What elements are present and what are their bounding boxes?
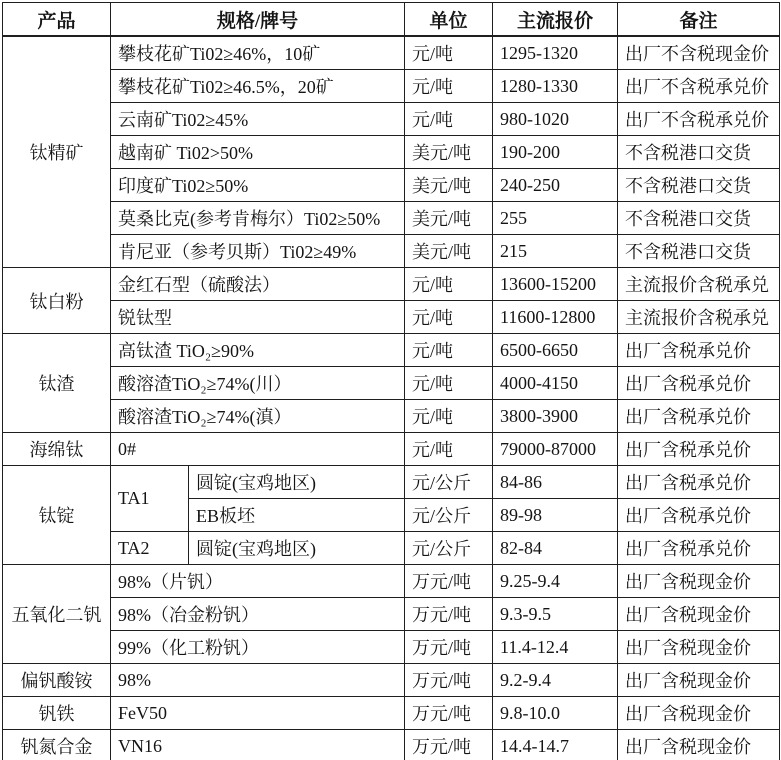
- unit-cell: 元/公斤: [405, 499, 493, 532]
- unit-cell: 美元/吨: [405, 169, 493, 202]
- unit-cell: 元/吨: [405, 433, 493, 466]
- spec-cell: 莫桑比克(参考肯梅尔）Ti02≥50%: [111, 202, 405, 235]
- note-cell: 出厂含税承兑价: [618, 400, 780, 433]
- header-note: 备注: [618, 3, 780, 37]
- price-cell: 89-98: [493, 499, 618, 532]
- price-cell: 6500-6650: [493, 334, 618, 367]
- spec-cell: 0#: [111, 433, 405, 466]
- product-cell: 钒铁: [3, 697, 111, 730]
- unit-cell: 元/吨: [405, 268, 493, 301]
- table-row: [3, 598, 780, 631]
- unit-cell: 万元/吨: [405, 664, 493, 697]
- table-row: [3, 202, 780, 235]
- table-row: [3, 334, 780, 367]
- unit-cell: 美元/吨: [405, 235, 493, 268]
- note-cell: 不含税港口交货: [618, 169, 780, 202]
- table-row: [3, 36, 780, 70]
- note-cell: 出厂不含税承兑价: [618, 103, 780, 136]
- note-cell: 不含税港口交货: [618, 235, 780, 268]
- note-cell: 不含税港口交货: [618, 136, 780, 169]
- spec-cell: EB板坯: [189, 499, 405, 532]
- unit-cell: 元/吨: [405, 367, 493, 400]
- unit-cell: 元/吨: [405, 400, 493, 433]
- unit-cell: 万元/吨: [405, 631, 493, 664]
- spec-cell: 98%（片钒）: [111, 565, 405, 598]
- table-row: [3, 70, 780, 103]
- price-cell: 84-86: [493, 466, 618, 499]
- note-cell: 出厂含税承兑价: [618, 466, 780, 499]
- table-row: [3, 730, 780, 760]
- price-cell: 3800-3900: [493, 400, 618, 433]
- product-cell: 钛白粉: [3, 268, 111, 334]
- price-cell: 215: [493, 235, 618, 268]
- spec-cell: 圆锭(宝鸡地区): [189, 532, 405, 565]
- spec-cell: 高钛渣 TiO₂≥90%: [111, 334, 405, 367]
- header-row: [3, 3, 780, 37]
- price-cell: 9.3-9.5: [493, 598, 618, 631]
- unit-cell: 万元/吨: [405, 697, 493, 730]
- price-cell: 79000-87000: [493, 433, 618, 466]
- spec-cell: 酸溶渣TiO₂≥74%(川）: [111, 367, 405, 400]
- price-cell: 11600-12800: [493, 301, 618, 334]
- price-cell: 9.8-10.0: [493, 697, 618, 730]
- table-row: [3, 532, 780, 565]
- unit-cell: 万元/吨: [405, 565, 493, 598]
- spec-cell: 98%（冶金粉钒）: [111, 598, 405, 631]
- price-table-body: [3, 36, 780, 760]
- product-cell: 钒氮合金: [3, 730, 111, 760]
- note-cell: 主流报价含税承兑: [618, 268, 780, 301]
- price-cell: 4000-4150: [493, 367, 618, 400]
- table-row: [3, 697, 780, 730]
- spec-cell: 越南矿 Ti02>50%: [111, 136, 405, 169]
- table-row: [3, 169, 780, 202]
- unit-cell: 万元/吨: [405, 730, 493, 760]
- header-unit: 单位: [405, 3, 493, 37]
- spec-cell: 锐钛型: [111, 301, 405, 334]
- note-cell: 出厂含税现金价: [618, 697, 780, 730]
- note-cell: 出厂含税承兑价: [618, 499, 780, 532]
- grade-cell: TA2: [111, 532, 189, 565]
- unit-cell: 元/吨: [405, 334, 493, 367]
- table-row: [3, 466, 780, 499]
- price-cell: 9.2-9.4: [493, 664, 618, 697]
- price-cell: 14.4-14.7: [493, 730, 618, 760]
- price-cell: 980-1020: [493, 103, 618, 136]
- price-cell: 1280-1330: [493, 70, 618, 103]
- unit-cell: 元/吨: [405, 103, 493, 136]
- spec-cell: 攀枝花矿Ti02≥46%，10矿: [111, 36, 405, 70]
- price-cell: 82-84: [493, 532, 618, 565]
- note-cell: 出厂含税现金价: [618, 631, 780, 664]
- price-cell: 240-250: [493, 169, 618, 202]
- header-spec: 规格/牌号: [111, 3, 405, 37]
- price-table: [2, 2, 780, 760]
- note-cell: 出厂含税现金价: [618, 664, 780, 697]
- table-row: [3, 631, 780, 664]
- table-row: [3, 565, 780, 598]
- spec-cell: FeV50: [111, 697, 405, 730]
- price-cell: 11.4-12.4: [493, 631, 618, 664]
- unit-cell: 美元/吨: [405, 202, 493, 235]
- unit-cell: 元/公斤: [405, 466, 493, 499]
- unit-cell: 万元/吨: [405, 598, 493, 631]
- spec-cell: 99%（化工粉钒）: [111, 631, 405, 664]
- product-cell: 钛精矿: [3, 36, 111, 268]
- table-row: [3, 103, 780, 136]
- header-price: 主流报价: [493, 3, 618, 37]
- note-cell: 不含税港口交货: [618, 202, 780, 235]
- product-cell: 五氧化二钒: [3, 565, 111, 664]
- product-cell: 偏钒酸铵: [3, 664, 111, 697]
- note-cell: 出厂含税承兑价: [618, 367, 780, 400]
- note-cell: 出厂含税承兑价: [618, 433, 780, 466]
- product-cell: 钛锭: [3, 466, 111, 565]
- spec-cell: 金红石型（硫酸法）: [111, 268, 405, 301]
- unit-cell: 元/吨: [405, 70, 493, 103]
- price-cell: 255: [493, 202, 618, 235]
- table-row: [3, 367, 780, 400]
- table-row: [3, 433, 780, 466]
- spec-cell: 攀枝花矿Ti02≥46.5%，20矿: [111, 70, 405, 103]
- spec-cell: 98%: [111, 664, 405, 697]
- unit-cell: 美元/吨: [405, 136, 493, 169]
- table-row: [3, 664, 780, 697]
- product-cell: 钛渣: [3, 334, 111, 433]
- spec-cell: 酸溶渣TiO₂≥74%(滇）: [111, 400, 405, 433]
- table-row: [3, 235, 780, 268]
- note-cell: 出厂含税现金价: [618, 565, 780, 598]
- unit-cell: 元/吨: [405, 36, 493, 70]
- price-cell: 13600-15200: [493, 268, 618, 301]
- spec-cell: VN16: [111, 730, 405, 760]
- note-cell: 出厂不含税现金价: [618, 36, 780, 70]
- spec-cell: 云南矿Ti02≥45%: [111, 103, 405, 136]
- spec-cell: 印度矿Ti02≥50%: [111, 169, 405, 202]
- table-row: [3, 400, 780, 433]
- table-row: [3, 301, 780, 334]
- table-row: [3, 268, 780, 301]
- unit-cell: 元/吨: [405, 301, 493, 334]
- note-cell: 出厂含税现金价: [618, 598, 780, 631]
- spec-cell: 肯尼亚（参考贝斯）Ti02≥49%: [111, 235, 405, 268]
- note-cell: 出厂含税承兑价: [618, 532, 780, 565]
- note-cell: 主流报价含税承兑: [618, 301, 780, 334]
- grade-cell: TA1: [111, 466, 189, 532]
- header-product: 产品: [3, 3, 111, 37]
- unit-cell: 元/公斤: [405, 532, 493, 565]
- note-cell: 出厂不含税承兑价: [618, 70, 780, 103]
- note-cell: 出厂含税现金价: [618, 730, 780, 760]
- price-cell: 9.25-9.4: [493, 565, 618, 598]
- price-cell: 1295-1320: [493, 36, 618, 70]
- price-cell: 190-200: [493, 136, 618, 169]
- spec-cell: 圆锭(宝鸡地区): [189, 466, 405, 499]
- note-cell: 出厂含税承兑价: [618, 334, 780, 367]
- table-row: [3, 136, 780, 169]
- product-cell: 海绵钛: [3, 433, 111, 466]
